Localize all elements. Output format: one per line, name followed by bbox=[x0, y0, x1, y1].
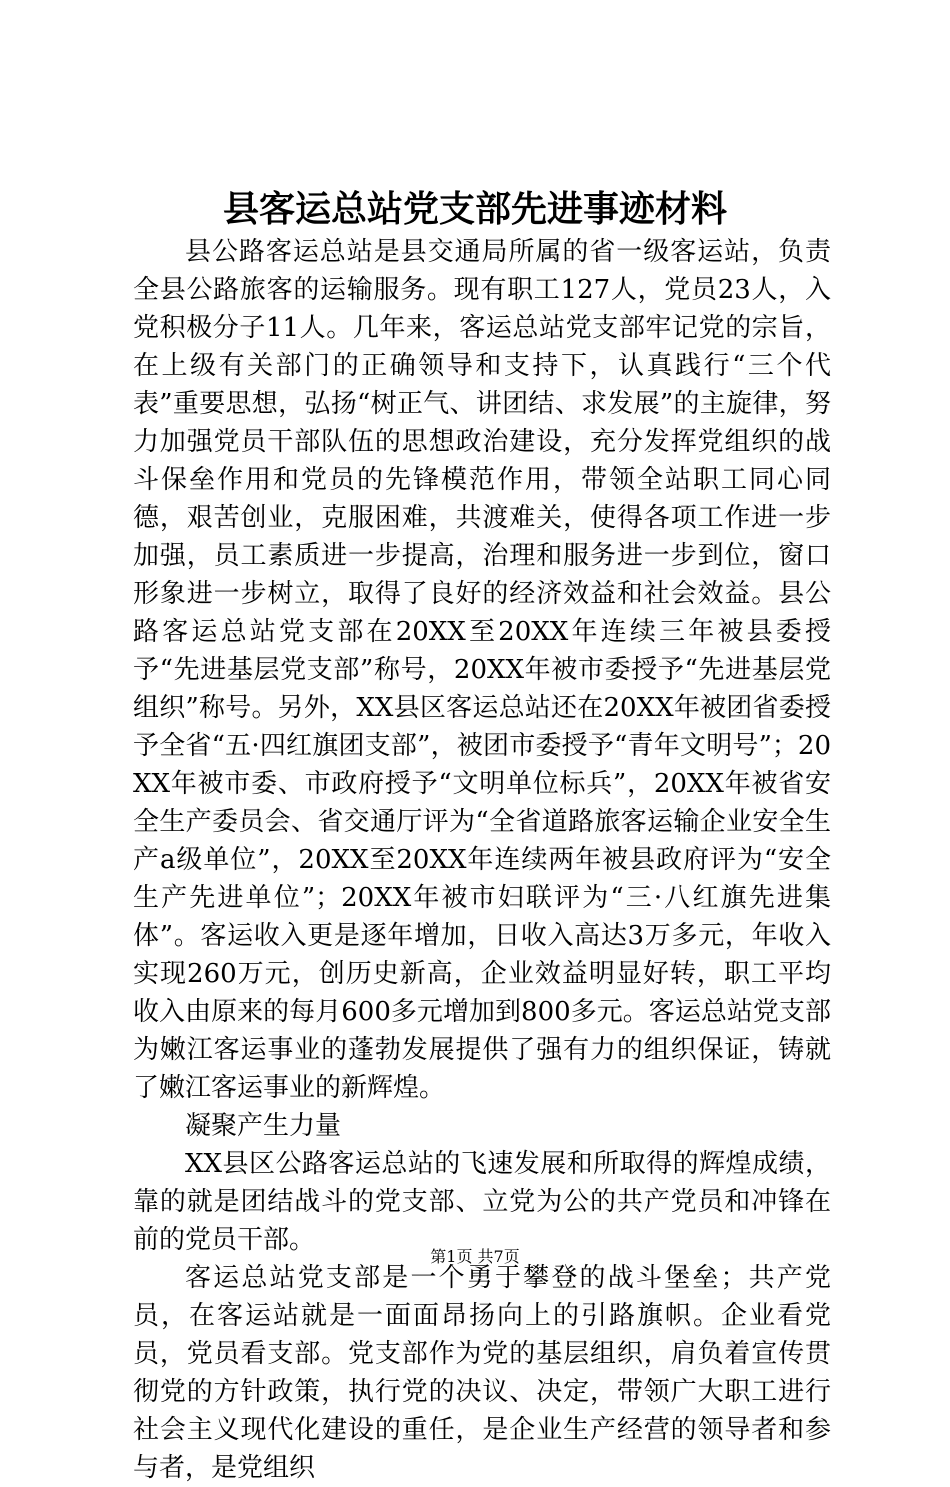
paragraph-cohesion: XX县区公路客运总站的飞速发展和所取得的辉煌成绩，靠的就是团结战斗的党支部、立党为公的共产党员和冲锋在前的党员干部。 bbox=[133, 1149, 831, 1255]
paragraph-party-branch: 客运总站党支部是一个勇于攀登的战斗堡垒；共产党员，在客运站就是一面面昂扬向上的引路旗帜。企业看党员，党员看支部。党支部作为党的基层组织，肩负着宣传贯彻党的方针政策，执行党的决议、决定，带领广大职工进行社会主义现代化建设的重任，是企业生产经营的领导者和参与者，是党组织 bbox=[133, 1263, 831, 1483]
document-title: 县客运总站党支部先进事迹材料 bbox=[222, 188, 727, 230]
page-footer: 第1页 共7页 bbox=[430, 1247, 520, 1266]
paragraph-intro: 县公路客运总站是县交通局所属的省一级客运站，负责全县公路旅客的运输服务。现有职工127人，党员23人，入党积极分子11人。几年来，客运总站党支部牢记党的宗旨，在上级有关部门的正确领导和支持下，认真践行“三个代表”重要思想，弘扬“树正气、讲团结、求发展”的主旋律，努力加强党员干部队伍的思想政治建设，充分发挥党组织的战斗保垒作用和党员的先锋模范作用，带领全站职工同心同德，艰苦创业，克服困难，共渡难关，使得各项工作进一步加强，员工素质进一步提高，治理和服务进一步到位，窗口形象进一步树立，取得了良好的经济效益和社会效益。县公路客运总站党支部在20XX至20XX年连续三年被县委授予“先进基层党支部”称号，20XX年被市委授予“先进基层党组织”称号。另外，XX县区客运总站还在20XX年被团省委授予全省“五·四红旗团支部”，被团市委授予“青年文明号”；20XX年被市委、市政府授予“文明单位标兵”，20XX年被省安全生产委员会、省交通厅评为“全省道路旅客运输企业安全生产a级单位”，20XX至20XX年连续两年被县政府评为“安全生产先进单位”；20XX年被市妇联评为“三·八红旗先进集体”。客运收入更是逐年增加，日收入高达3万多元，年收入实现260万元，创历史新高，企业效益明显好转，职工平均收入由原来的每月600多元增加到800多元。客运总站党支部为嫩江客运事业的蓬勃发展提供了强有力的组织保证，铸就了嫩江客运事业的新辉煌。 bbox=[133, 237, 831, 1103]
document-body bbox=[133, 233, 831, 1487]
section-heading: 凝聚产生力量 bbox=[185, 1111, 342, 1141]
